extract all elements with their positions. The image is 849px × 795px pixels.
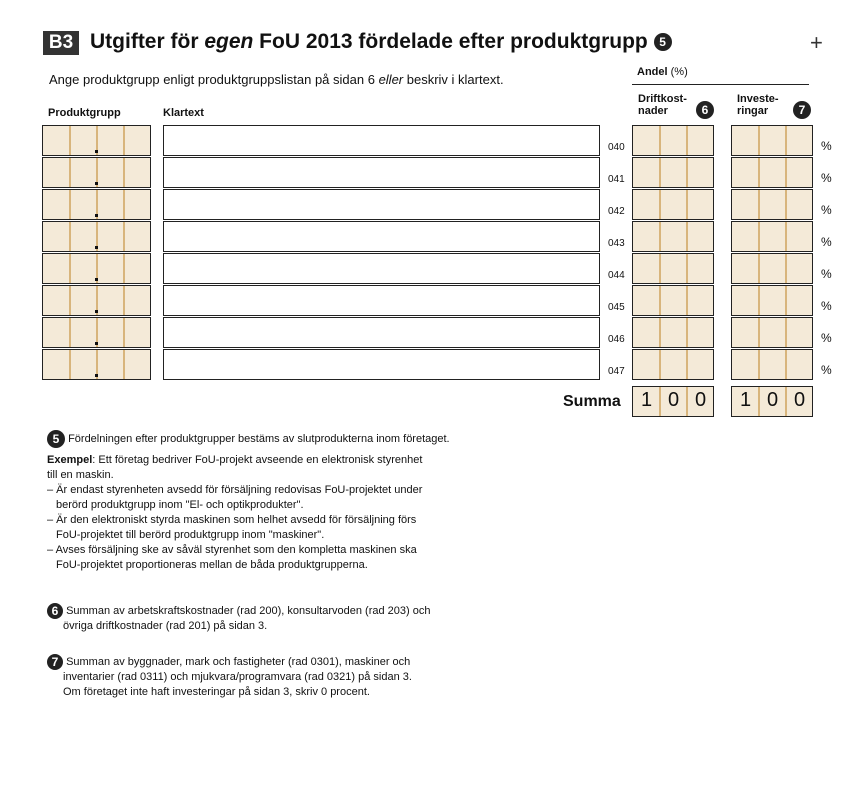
invest-input[interactable] [731,157,813,188]
produktgrupp-input[interactable] [42,253,151,284]
cell-divider [123,318,125,347]
percent-sign: % [821,139,832,153]
invest-input[interactable] [731,285,813,316]
cell-divider [69,286,71,315]
example-text2: till en maskin. [47,469,114,481]
cell-divider [686,286,688,315]
klartext-input[interactable] [163,253,600,284]
example-bullet-3b: FoU-projektet proportioneras mellan de båda produktgrupperna. [56,559,368,571]
note-6-marker: 6 [696,101,714,119]
cell-divider [659,350,661,379]
title-text-post: FoU 2013 fördelade efter produktgrupp [253,30,648,53]
decimal-dot [95,182,98,185]
andel-unit: (%) [670,66,688,78]
note-7-text-b: inventarier (rad 0311) och mjukvara/programvara (rad 0321) på sidan 3. [63,671,412,683]
cell-divider [69,254,71,283]
cell-divider [785,158,787,187]
cell-divider [785,222,787,251]
example-bullet-1a: – Är endast styrenheten avsedd för försäljning redovisas FoU-projektet under [47,484,423,496]
cell-divider [686,158,688,187]
drift-input[interactable] [632,285,714,316]
note-7 [47,654,412,700]
note-7-marker: 7 [47,654,63,670]
cell-divider [69,318,71,347]
cell-divider [659,222,661,251]
cell-divider [785,190,787,219]
note-6-text-a: Summan av arbetskraftskostnader (rad 200), konsultarvoden (rad 203) och [66,604,431,617]
note-5 [47,430,450,448]
cell-divider [123,286,125,315]
title-text-em: egen [204,30,254,53]
note-5-text: Fördelningen efter produktgrupper bestäms av slutprodukterna inom företaget. [68,432,450,445]
produktgrupp-input[interactable] [42,317,151,348]
example-bullet-1b: berörd produktgrupp inom "El- och optikprodukter". [56,499,304,511]
note-5-marker: 5 [654,33,672,51]
klartext-input[interactable] [163,349,600,380]
decimal-dot [95,246,98,249]
cell-divider [785,350,787,379]
cell-divider [686,254,688,283]
note-6-marker: 6 [47,603,63,619]
summa-invest-digit: 1 [739,389,752,411]
cell-divider [785,318,787,347]
cell-divider [686,222,688,251]
produktgrupp-input[interactable] [42,125,151,156]
andel-label: Andel [637,66,668,78]
klartext-input[interactable] [163,285,600,316]
cell-divider [758,158,760,187]
note-6-text-b: övriga driftkostnader (rad 201) på sidan 3. [63,620,268,632]
cell-divider [659,158,661,187]
section-title [90,30,672,54]
summa-label: Summa [563,393,621,410]
cell-divider [758,286,760,315]
decimal-dot [95,310,98,313]
summa-drift-box [632,386,714,417]
cell-divider [123,158,125,187]
row-code: 043 [608,238,625,249]
row-code: 047 [608,366,625,377]
produktgrupp-input[interactable] [42,157,151,188]
cell-divider [69,158,71,187]
invest-input[interactable] [731,189,813,220]
example-bullet-2b: FoU-projektet till berörd produktgrupp inom "maskiner". [56,529,325,541]
example-label: Exempel [47,454,93,466]
produktgrupp-input[interactable] [42,189,151,220]
summa-drift-digit: 0 [667,389,680,411]
klartext-input[interactable] [163,125,600,156]
andel-rule [632,84,809,85]
cell-divider [659,286,661,315]
cell-divider [758,318,760,347]
produktgrupp-input[interactable] [42,285,151,316]
cell-divider [123,254,125,283]
cell-divider [758,350,760,379]
percent-sign: % [821,363,832,377]
drift-input[interactable] [632,189,714,220]
cell-divider [758,254,760,283]
note-7-text-c: Om företaget inte haft investeringar på sidan 3, skriv 0 procent. [63,686,370,698]
percent-sign: % [821,331,832,345]
produktgrupp-header: Produktgrupp [48,107,121,119]
drift-input[interactable] [632,221,714,252]
cell-divider [69,222,71,251]
drift-header [638,93,687,117]
example-block [47,453,422,573]
summa-drift-digit: 0 [694,389,707,411]
row-code: 044 [608,270,625,281]
intro-em: eller [378,72,404,87]
note-5-marker: 5 [47,430,65,448]
summa-invest-digit: 0 [793,389,806,411]
decimal-dot [95,150,98,153]
cell-divider [686,350,688,379]
drift-header-line2: nader [638,105,668,117]
cell-divider [758,190,760,219]
row-code: 045 [608,302,625,313]
cell-divider [785,126,787,155]
drift-input[interactable] [632,157,714,188]
section-badge: B3 [43,31,79,55]
cell-divider [785,254,787,283]
drift-input[interactable] [632,317,714,348]
cell-divider [686,126,688,155]
cell-divider [123,222,125,251]
produktgrupp-input[interactable] [42,349,151,380]
example-text: : Ett företag bedriver FoU-projekt avseende en elektronisk styrenhet [92,454,423,466]
cell-divider [659,254,661,283]
drift-input[interactable] [632,253,714,284]
klartext-header: Klartext [163,107,204,119]
cell-divider [69,190,71,219]
percent-sign: % [821,267,832,281]
drift-input[interactable] [632,125,714,156]
summa-invest-digit: 0 [766,389,779,411]
invest-input[interactable] [731,253,813,284]
row-code: 042 [608,206,625,217]
klartext-input[interactable] [163,317,600,348]
intro-text [49,72,504,87]
percent-sign: % [821,171,832,185]
title-text-pre: Utgifter för [90,30,205,53]
example-bullet-3a: – Avses försäljning ske av såväl styrenhet som den kompletta maskinen ska [47,544,417,556]
cell-divider [123,190,125,219]
klartext-input[interactable] [163,189,600,220]
klartext-input[interactable] [163,157,600,188]
intro-pre: Ange produktgrupp enligt produktgruppslistan på sidan 6 [49,72,379,87]
percent-sign: % [821,235,832,249]
andel-header [637,66,688,78]
cell-divider [69,350,71,379]
plus-icon: + [810,30,823,55]
cell-divider [686,318,688,347]
invest-input[interactable] [731,221,813,252]
percent-sign: % [821,203,832,217]
cell-divider [123,126,125,155]
invest-input[interactable] [731,125,813,156]
row-code: 046 [608,334,625,345]
row-code: 041 [608,174,625,185]
decimal-dot [95,214,98,217]
cell-divider [659,190,661,219]
note-6 [47,603,430,634]
drift-header-line1: Driftkost- [638,93,687,105]
percent-sign: % [821,299,832,313]
invest-header-line2: ringar [737,105,769,117]
summa-invest-box [731,386,813,417]
decimal-dot [95,278,98,281]
decimal-dot [95,374,98,377]
cell-divider [123,350,125,379]
example-bullet-2a: – Är den elektroniskt styrda maskinen som helhet avsedd för försäljning förs [47,514,417,526]
cell-divider [758,222,760,251]
invest-input[interactable] [731,349,813,380]
invest-input[interactable] [731,317,813,348]
cell-divider [758,126,760,155]
intro-post: beskriv i klartext. [403,72,504,87]
drift-input[interactable] [632,349,714,380]
cell-divider [785,286,787,315]
produktgrupp-input[interactable] [42,221,151,252]
invest-header-line1: Investe- [737,93,779,105]
cell-divider [69,126,71,155]
row-code: 040 [608,142,625,153]
cell-divider [659,318,661,347]
invest-header [737,93,779,117]
note-7-text-a: Summan av byggnader, mark och fastigheter (rad 0301), maskiner och [66,655,411,668]
note-7-marker: 7 [793,101,811,119]
klartext-input[interactable] [163,221,600,252]
summa-drift-digit: 1 [640,389,653,411]
decimal-dot [95,342,98,345]
cell-divider [686,190,688,219]
cell-divider [659,126,661,155]
